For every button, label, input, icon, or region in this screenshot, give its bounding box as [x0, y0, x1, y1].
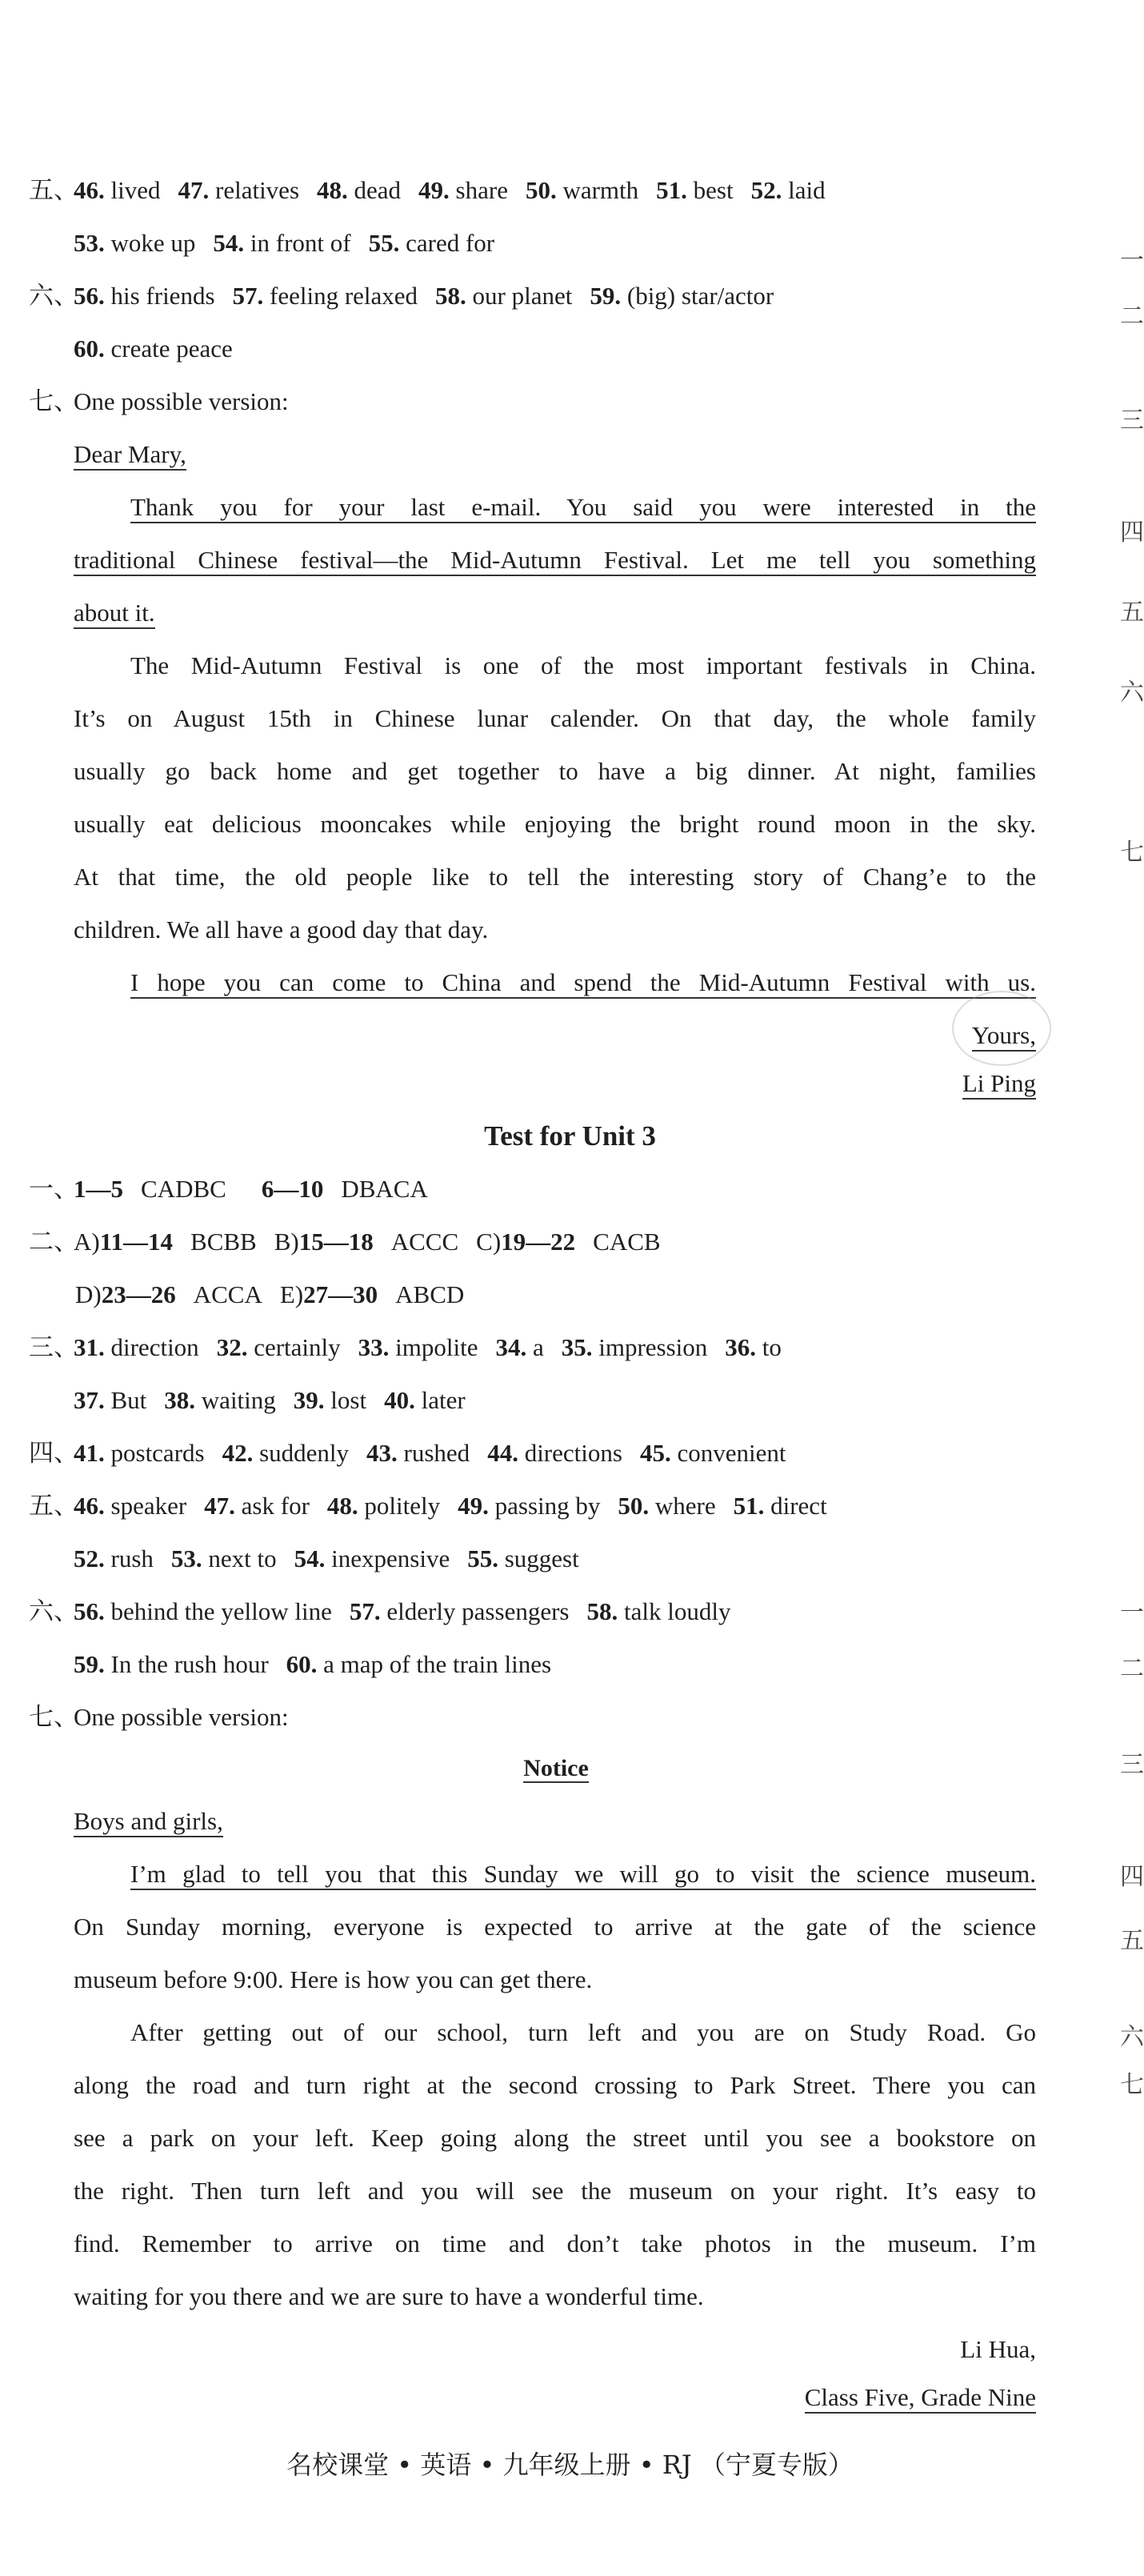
question-number: 45.	[639, 1439, 671, 1467]
part-label: D)	[75, 1280, 102, 1308]
answer-text: a	[526, 1333, 544, 1361]
notice-p1-line3: museum before 9:00. Here is how you can get there.	[74, 1965, 593, 1993]
letter-p2-line3: usually go back home and get together to have a big dinner. At night, families	[74, 757, 1036, 785]
margin-glyph: 五	[1120, 599, 1144, 626]
answer-text: a map of the train lines	[317, 1650, 552, 1678]
question-number: 54.	[213, 229, 245, 257]
margin-glyph: 六	[1120, 679, 1144, 706]
section-label: 六、	[29, 282, 78, 310]
question-number: 38.	[164, 1386, 196, 1414]
answer-text: inexpensive	[325, 1544, 450, 1572]
question-number: 57.	[349, 1597, 381, 1625]
answer-text: best	[686, 176, 734, 204]
letter-p1-line2: traditional Chinese festival—the Mid-Autumn Festival. Let me tell you something	[74, 543, 1036, 578]
answer-text: share	[449, 176, 508, 204]
intro-text: One possible version:	[74, 387, 289, 415]
answer-text: feeling relaxed	[263, 282, 418, 310]
letter-p3-line1: I hope you can come to China and spend the Mid-Autumn Festival with us.	[130, 965, 1036, 1000]
notice-class-line: Class Five, Grade Nine	[805, 2380, 1036, 2415]
question-number: 36.	[725, 1333, 757, 1361]
question-number: 50.	[618, 1492, 650, 1520]
answer-text: convenient	[670, 1439, 786, 1467]
notice-p2-line2: along the road and turn right at the second crossing to Park Street. There you can	[74, 2071, 1036, 2099]
question-number: 43.	[366, 1439, 398, 1467]
question-number: 59.	[74, 1650, 105, 1678]
answer-text: CACB	[593, 1228, 661, 1256]
question-number: 52.	[74, 1544, 105, 1572]
answer-text: laid	[782, 176, 826, 204]
question-range: 19—22	[501, 1228, 576, 1256]
question-number: 48.	[326, 1492, 358, 1520]
question-range: 15—18	[298, 1228, 374, 1256]
notice-p1-line1: I’m glad to tell you that this Sunday we will go to visit the science museum.	[130, 1857, 1036, 1892]
letter-closing: Yours,	[972, 1018, 1036, 1053]
answer-text: But	[104, 1386, 147, 1414]
letter-p2-line2: It’s on August 15th in Chinese lunar calender. On that day, the whole family	[74, 704, 1036, 732]
question-number: 46.	[74, 1492, 105, 1520]
question-number: 49.	[418, 176, 450, 204]
section-label: 五、	[29, 176, 78, 204]
question-number: 44.	[487, 1439, 518, 1467]
question-number: 48.	[317, 176, 348, 204]
unit2-section5-row2	[29, 226, 1036, 261]
answer-text: lived	[104, 176, 161, 204]
answer-text: suggest	[498, 1544, 579, 1572]
answer-text: politely	[358, 1492, 441, 1520]
margin-glyph: 七	[1120, 839, 1144, 866]
unit2-section6-row2	[29, 331, 1036, 367]
answer-text: to	[756, 1333, 782, 1361]
question-number: 33.	[358, 1333, 390, 1361]
answer-text: suddenly	[253, 1439, 350, 1467]
question-number: 54.	[294, 1544, 326, 1572]
margin-glyph: 二	[1120, 303, 1144, 330]
letter-salutation: Dear Mary,	[74, 437, 1036, 472]
answer-text: speaker	[104, 1492, 187, 1520]
answer-text: rushed	[397, 1439, 470, 1467]
question-number: 32.	[216, 1333, 248, 1361]
answer-text: his friends	[104, 282, 215, 310]
answer-text: directions	[518, 1439, 622, 1467]
answer-text: rush	[104, 1544, 154, 1572]
part-label: B)	[274, 1228, 299, 1256]
answer-text: ask for	[234, 1492, 310, 1520]
answer-text: dead	[347, 176, 402, 204]
answer-text: talk loudly	[618, 1597, 731, 1625]
notice-p2-line1: After getting out of our school, turn left and you are on Study Road. Go	[130, 2018, 1036, 2046]
part-label: E)	[279, 1280, 304, 1308]
answer-text: In the rush hour	[104, 1650, 269, 1678]
question-number: 59.	[590, 282, 622, 310]
notice-p2-line4: the right. Then turn left and you will see the museum on your right. It’s easy to	[74, 2177, 1036, 2205]
question-number: 60.	[286, 1650, 318, 1678]
answer-text: where	[649, 1492, 716, 1520]
margin-glyph: 二	[1120, 1656, 1144, 1682]
answer-text: woke up	[104, 229, 196, 257]
answer-text: in front of	[244, 229, 351, 257]
notice-salutation: Boys and girls,	[74, 1804, 1036, 1839]
answer-text: impression	[592, 1333, 708, 1361]
page-footer: 名校课堂 • 英语 • 九年级上册 • RJ （宁夏专版）	[286, 2450, 854, 2480]
notice-p1-line2: On Sunday morning, everyone is expected to arrive at the gate of the science	[74, 1913, 1036, 1941]
unit3-section6-row1: 六、56. behind the yellow line 57. elderly passengers 58. talk loudly	[29, 1597, 731, 1625]
question-number: 53.	[74, 229, 105, 257]
question-number: 57.	[232, 282, 264, 310]
answer-text: (big) star/actor	[621, 282, 774, 310]
section-label: 七、	[29, 387, 78, 415]
question-number: 53.	[170, 1544, 202, 1572]
question-number: 51.	[656, 176, 687, 204]
answer-text: direction	[104, 1333, 199, 1361]
question-number: 49.	[458, 1492, 489, 1520]
question-number: 39.	[293, 1386, 325, 1414]
notice-signature: Li Hua,	[960, 2335, 1036, 2363]
answer-text: ACCA	[193, 1280, 262, 1308]
question-number: 60.	[74, 335, 105, 363]
answer-text: later	[414, 1386, 466, 1414]
margin-glyph: 六	[1120, 2024, 1144, 2050]
answer-text: BCBB	[190, 1228, 257, 1256]
answer-text: ABCD	[395, 1280, 465, 1308]
unit3-section7-intro: 七、One possible version:	[29, 1703, 289, 1731]
question-number: 55.	[467, 1544, 498, 1572]
margin-glyph: 三	[1120, 1752, 1144, 1778]
unit3-section6-row2	[29, 1647, 1036, 1682]
question-number: 58.	[435, 282, 466, 310]
unit3-section3-row1: 三、31. direction 32. certainly 33. impolite 34. a 35. impression 36. to	[29, 1333, 782, 1361]
question-number: 47.	[204, 1492, 235, 1520]
unit3-section5-row1: 五、46. speaker 47. ask for 48. politely 49. passing by 50. where 51. direct	[29, 1492, 827, 1520]
letter-p2-line5: At that time, the old people like to tell the interesting story of Chang’e to the	[74, 863, 1036, 891]
question-number: 40.	[384, 1386, 415, 1414]
question-number: 50.	[525, 176, 557, 204]
question-number: 42.	[222, 1439, 254, 1467]
margin-glyph: 四	[1120, 1864, 1144, 1890]
question-number: 41.	[74, 1439, 105, 1467]
unit3-section2-row2	[29, 1277, 1036, 1312]
question-number: 51.	[733, 1492, 765, 1520]
answer-text: relatives	[209, 176, 300, 204]
letter-p2-line4: usually eat delicious mooncakes while enjoying the bright round moon in the sky.	[74, 810, 1036, 838]
answer-text: direct	[764, 1492, 827, 1520]
answer-text: postcards	[104, 1439, 205, 1467]
answer-text: behind the yellow line	[104, 1597, 332, 1625]
letter-p1-line3: about it.	[74, 595, 1036, 631]
answer-text: cared for	[399, 229, 495, 257]
margin-glyph: 五	[1120, 1928, 1144, 1954]
answer-text: next to	[202, 1544, 277, 1572]
letter-p2-line1: The Mid-Autumn Festival is one of the most important festivals in China.	[130, 651, 1036, 679]
answer-text: ACCC	[390, 1228, 459, 1256]
part-label: C)	[476, 1228, 502, 1256]
letter-p2-line6: children. We all have a good day that day.	[74, 915, 489, 943]
question-number: 52.	[750, 176, 782, 204]
question-number: 35.	[561, 1333, 593, 1361]
question-number: 37.	[74, 1386, 105, 1414]
answer-text: warmth	[556, 176, 639, 204]
margin-glyph: 一	[1120, 247, 1144, 274]
question-number: 55.	[368, 229, 400, 257]
question-range: 27—30	[303, 1280, 378, 1308]
margin-glyph: 四	[1120, 519, 1144, 546]
unit3-section5-row2	[29, 1541, 1036, 1576]
margin-glyph: 一	[1120, 1600, 1144, 1626]
unit3-section4-row1: 四、41. postcards 42. suddenly 43. rushed 44. directions 45. convenient	[29, 1439, 786, 1467]
answer-text: passing by	[488, 1492, 601, 1520]
question-number: 46.	[74, 176, 105, 204]
notice-p2-line3: see a park on your left. Keep going along the street until you see a bookstore on	[74, 2124, 1036, 2152]
question-number: 47.	[178, 176, 210, 204]
unit2-section5-row1	[29, 173, 1036, 208]
letter-signature: Li Ping	[962, 1066, 1036, 1101]
answer-text: waiting	[195, 1386, 276, 1414]
unit-title: Test for Unit 3	[484, 1120, 656, 1152]
question-number: 34.	[495, 1333, 527, 1361]
question-number: 31.	[74, 1333, 105, 1361]
letter-p1-line1: Thank you for your last e-mail. You said you were interested in the	[130, 490, 1036, 525]
answer-text: create peace	[104, 335, 233, 363]
margin-glyph: 三	[1120, 407, 1144, 434]
answer-text: elderly passengers	[380, 1597, 570, 1625]
question-range: 23—26	[101, 1280, 176, 1308]
answer-text: certainly	[247, 1333, 341, 1361]
notice-title: Notice	[523, 1755, 589, 1781]
unit3-section3-row2	[29, 1383, 1036, 1418]
question-number: 58.	[586, 1597, 618, 1625]
unit3-section2-row1: 二、A)11—14 BCBB B)15—18 ACCC C)19—22 CACB	[29, 1228, 661, 1256]
answer-text: impolite	[389, 1333, 478, 1361]
margin-glyph: 七	[1120, 2072, 1144, 2098]
question-range: 11—14	[99, 1228, 174, 1256]
notice-p2-line5: find. Remember to arrive on time and don’t take photos in the museum. I’m	[74, 2229, 1036, 2258]
question-number: 56.	[74, 1597, 105, 1625]
unit2-section7-intro	[29, 384, 1036, 419]
answer-text: our planet	[466, 282, 573, 310]
part-label: A)	[74, 1228, 100, 1256]
unit3-section1: 一、1—5 CADBC 6—10 DBACA	[29, 1175, 428, 1203]
unit2-section6-row1	[29, 278, 1036, 314]
answer-text: lost	[324, 1386, 367, 1414]
question-number: 56.	[74, 282, 105, 310]
notice-p2-line6: waiting for you there and we are sure to have a wonderful time.	[74, 2282, 704, 2310]
